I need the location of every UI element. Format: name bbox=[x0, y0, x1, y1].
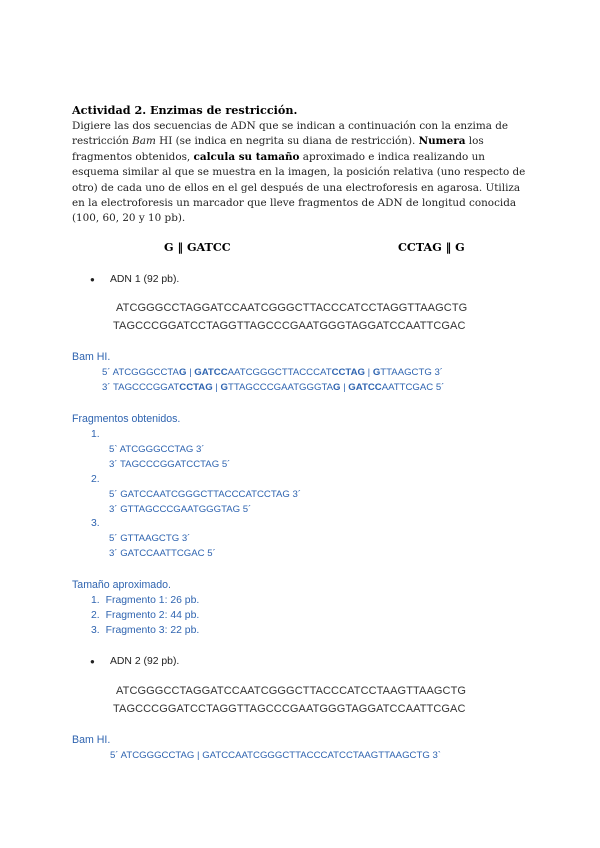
bullet-dot-icon: ● bbox=[90, 275, 95, 284]
intro-enzyme-italic: Bam bbox=[132, 135, 156, 148]
intro-text-2: HI (se indica en negrita su diana de restricción). bbox=[155, 135, 419, 148]
adn1-digest-bottom bbox=[102, 382, 444, 393]
fragment-strand-top: 5` ATCGGGCCTAG 3´ bbox=[109, 444, 205, 455]
size-item-number: 3. bbox=[91, 625, 100, 636]
cut-site-left: G ‖ GATCC bbox=[164, 240, 231, 254]
intro-text-3: los fragmentos obtenidos, bbox=[72, 135, 484, 163]
digest-seg: | bbox=[186, 367, 195, 378]
adn1-sequence-bottom: TAGCCCGGATCCTAGGTTAGCCCGAATGGGTAGGATCCAATTCGAC bbox=[113, 320, 466, 332]
adn1-digest-top bbox=[102, 367, 443, 378]
fragment-strand-bottom: 3´ GATCCAATTCGAC 5´ bbox=[109, 548, 216, 559]
activity-instructions bbox=[72, 119, 532, 227]
adn2-label: ADN 2 (92 pb). bbox=[110, 656, 180, 667]
size-item-text: Fragmento 3: 22 pb. bbox=[105, 625, 200, 636]
fragment-strand-bottom: 3´ GTTAGCCCGAATGGGTAG 5´ bbox=[109, 504, 252, 515]
digest-seg: | bbox=[340, 382, 349, 393]
digest-bold-seg: G bbox=[220, 382, 228, 393]
digest-bold-seg: GATCC bbox=[194, 367, 228, 378]
fragment-strand-bottom: 3´ TAGCCCGGATCCTAG 5´ bbox=[109, 459, 231, 470]
bullet-dot-icon: ● bbox=[90, 657, 95, 666]
intro-bold-numera: Numera bbox=[418, 135, 466, 148]
digest-seg: AATTCGAC 5´ bbox=[381, 382, 445, 393]
adn1-label: ADN 1 (92 pb). bbox=[110, 274, 180, 285]
size-item-number: 2. bbox=[91, 610, 100, 621]
digest-seg: TTAAGCTG 3´ bbox=[380, 367, 443, 378]
fragment-strand-top: 5´ GATCCAATCGGGCTTACCCATCCTAG 3´ bbox=[109, 489, 302, 500]
adn2-bamhi-header: Bam HI. bbox=[72, 734, 111, 746]
activity-title: Actividad 2. Enzimas de restricción. bbox=[72, 103, 298, 117]
fragment-number: 2. bbox=[91, 474, 100, 485]
digest-bold-seg: G bbox=[178, 367, 187, 378]
adn1-bullet-item bbox=[90, 274, 290, 288]
adn2-bullet-item bbox=[90, 656, 290, 670]
adn2-digest-top: 5´ ATCGGGCCTAG | GATCCAATCGGGCTTACCCATCCTAAGTTAAGCTG 3` bbox=[110, 750, 441, 761]
adn1-fragments-header: Fragmentos obtenidos. bbox=[72, 413, 181, 425]
digest-bold-seg: CCTAG bbox=[331, 367, 365, 378]
size-item-text: Fragmento 2: 44 pb. bbox=[105, 610, 200, 621]
fragment-strand-top: 5´ GTTAAGCTG 3´ bbox=[109, 533, 191, 544]
adn2-sequence-bottom: TAGCCCGGATCCTAGGTTAGCCCGAATGGGTAGGATCCAATTCGAC bbox=[113, 703, 466, 715]
adn1-size-header: Tamaño aproximado. bbox=[72, 579, 171, 591]
adn1-sequence-top: ATCGGGCCTAGGATCCAATCGGGCTTACCCATCCTAGGTTAAGCTG bbox=[116, 302, 468, 314]
intro-bold-calcula: calcula su tamaño bbox=[193, 150, 300, 163]
size-item bbox=[91, 610, 199, 621]
digest-bold-seg: CCTAG bbox=[179, 382, 213, 393]
intro-text-1: Digiere las dos secuencias de ADN que se indican a continuación con la enzima de restricción bbox=[72, 120, 509, 148]
fragment-number: 3. bbox=[91, 518, 100, 529]
digest-bold-seg: G bbox=[333, 382, 341, 393]
size-item bbox=[91, 595, 199, 606]
size-item-number: 1. bbox=[91, 595, 100, 606]
digest-seg: | bbox=[364, 367, 373, 378]
digest-seg: AATCGGGCTTACCCAT bbox=[227, 367, 332, 378]
digest-seg: | bbox=[212, 382, 221, 393]
adn2-sequence-top: ATCGGGCCTAGGATCCAATCGGGCTTACCCATCCTAAGTTAAGCTG bbox=[116, 685, 467, 697]
digest-bold-seg: GATCC bbox=[348, 382, 382, 393]
digest-seg: TTAGCCCGAATGGGTA bbox=[228, 382, 333, 393]
digest-bold-seg: G bbox=[372, 367, 381, 378]
size-item bbox=[91, 625, 199, 636]
intro-text-4: aproximado e indica realizando un esquema similar al que se muestra en la imagen, la posición relativa (uno respecto de otro) de cada uno de ellos en el gel después de una electroforesis en agarosa. Utiliza en la electroforesis un marcador que lleve fragmentos de ADN de longitud conocida (100, 60, 20 y 10 pb). bbox=[72, 150, 526, 225]
digest-seg: 5´ ATCGGGCCTA bbox=[102, 367, 179, 378]
fragment-number: 1. bbox=[91, 429, 100, 440]
digest-seg: 3´ TAGCCCGGAT bbox=[102, 382, 180, 393]
cut-site-right: CCTAG ‖ G bbox=[398, 240, 465, 254]
size-item-text: Fragmento 1: 26 pb. bbox=[105, 595, 200, 606]
adn1-bamhi-header: Bam HI. bbox=[72, 351, 111, 363]
